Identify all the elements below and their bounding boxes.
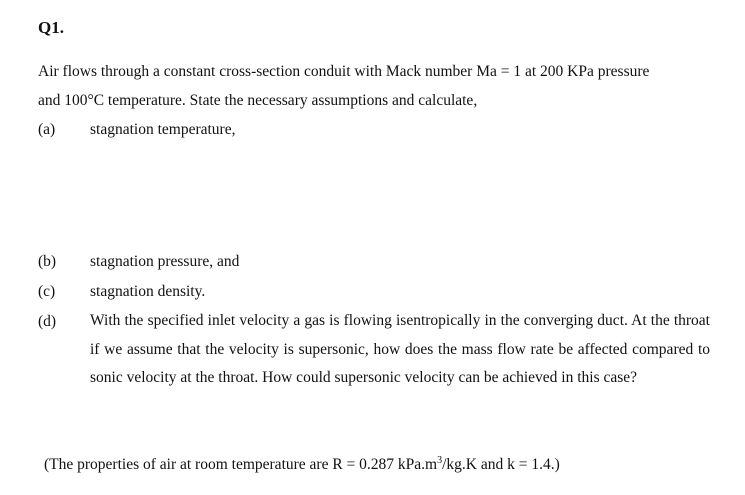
item-b-text: stagnation pressure, and (90, 253, 240, 270)
question-number: Q1. (38, 18, 64, 37)
item-a-text: stagnation temperature, (90, 121, 236, 138)
question-intro-line-2: and 100°C temperature. State the necessary assumptions and calculate, (38, 92, 478, 109)
item-a-label: (a) (38, 121, 56, 138)
item-c-text: stagnation density. (90, 283, 206, 300)
air-properties-note (44, 456, 560, 474)
note-prefix: (The properties of air at room temperature are R = 0.287 kPa.m (44, 456, 438, 473)
item-d-text: With the specified inlet velocity a gas is flowing isentropically in the converging duct. At the throat if we assume that the velocity is supersonic, how does the mass flow rate be affected compared to sonic velocity at the throat. How could supersonic velocity can be achieved in this case? (90, 312, 710, 386)
question-intro-line-1: Air flows through a constant cross-section conduit with Mack number Ma = 1 at 200 KPa pressure (38, 63, 650, 80)
item-b-label: (b) (38, 253, 57, 270)
item-d-label: (d) (38, 313, 57, 330)
item-c-label: (c) (38, 283, 56, 300)
note-suffix: /kg.K and k = 1.4.) (442, 456, 560, 473)
note-superscript: 3 (437, 454, 443, 466)
